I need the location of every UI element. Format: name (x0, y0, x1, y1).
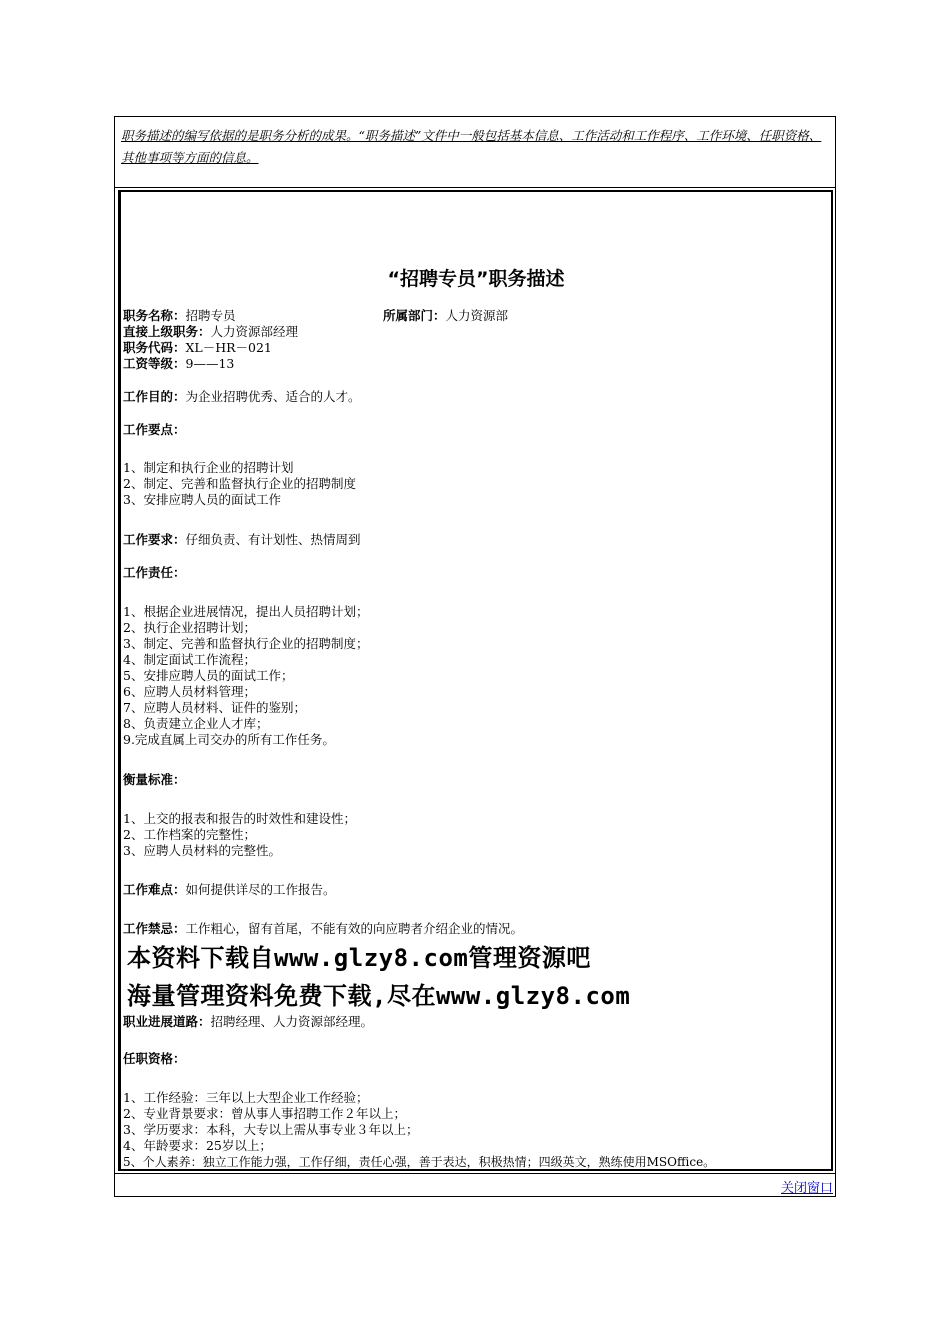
duties-heading: 工作责任： (123, 565, 186, 580)
grade-value: 9——13 (185, 356, 235, 371)
difficulty-line (123, 882, 336, 898)
superior-label: 直接上级职务： (123, 324, 211, 339)
standards-heading: 衡量标准： (123, 772, 186, 787)
list-item: 2、制定、完善和监督执行企业的招聘制度 (123, 476, 356, 491)
career-label: 职业进展道路： (123, 1014, 211, 1029)
list-item: 1、根据企业进展情况，提出人员招聘计划； (123, 604, 369, 619)
requirements-line (123, 532, 361, 548)
document-title: “招聘专员”职务描述 (387, 268, 565, 290)
list-item: 5、安排应聘人员的面试工作； (123, 668, 294, 683)
purpose-value: 为企业招聘优秀、适合的人才。 (185, 389, 361, 404)
difficulty-value: 如何提供详尽的工作报告。 (185, 882, 336, 897)
requirements-label: 工作要求： (123, 532, 186, 547)
requirements-value: 仔细负责、有计划性、热情周到 (185, 532, 361, 547)
code-line (123, 340, 272, 356)
list-item: 4、年龄要求：25岁以上； (123, 1138, 272, 1153)
list-item: 3、学历要求：本科，大专以上需从事专业３年以上； (123, 1122, 419, 1137)
difficulty-label: 工作难点： (123, 882, 186, 897)
watermark-line-2: 海量管理资料免费下载,尽在www.glzy8.com (127, 982, 631, 1010)
list-item: 1、工作经验：三年以上大型企业工作经验； (123, 1090, 369, 1105)
career-value: 招聘经理、人力资源部经理。 (210, 1014, 374, 1029)
list-item: 3、安排应聘人员的面试工作 (123, 492, 281, 507)
job-name-value: 招聘专员 (185, 308, 236, 323)
list-item: 6、应聘人员材料管理； (123, 684, 256, 699)
superior-value: 人力资源部经理 (210, 324, 299, 339)
dept-value: 人力资源部 (445, 308, 509, 323)
grade-label: 工资等级： (123, 356, 186, 371)
list-item: 2、执行企业招聘计划； (123, 620, 256, 635)
list-item: 9.完成直属上司交办的所有工作任务。 (123, 732, 335, 747)
watermark-line-1: 本资料下载自www.glzy8.com管理资源吧 (127, 944, 591, 972)
list-item: 8、负责建立企业人才库； (123, 716, 269, 731)
job-description-panel (118, 190, 833, 1171)
list-item: 3、应聘人员材料的完整性。 (123, 843, 281, 858)
code-value: XL－HR－021 (185, 340, 272, 355)
list-item: 2、专业背景要求：曾从事人事招聘工作２年以上； (123, 1106, 406, 1121)
intro-note: 职务描述的编写依据的是职务分析的成果。“职务描述”文件中一般包括基本信息、工作活动和工作程序、工作环境、任职资格、其他事项等方面的信息。 (115, 117, 835, 188)
taboo-line (123, 921, 523, 937)
taboo-value: 工作粗心，留有首尾，不能有效的向应聘者介绍企业的情况。 (185, 921, 524, 936)
list-item: 4、制定面试工作流程； (123, 652, 256, 667)
close-window-link[interactable]: 关闭窗口 (780, 1181, 833, 1196)
dept-label: 所属部门： (383, 308, 446, 323)
code-label: 职务代码： (123, 340, 186, 355)
job-name-line (123, 308, 236, 324)
purpose-label: 工作目的： (123, 389, 186, 404)
qualifications-heading: 任职资格： (123, 1051, 186, 1066)
taboo-label: 工作禁忌： (123, 921, 186, 936)
document-frame (114, 116, 836, 1197)
list-item: 7、应聘人员材料、证件的鉴别； (123, 700, 306, 715)
list-item: 2、工作档案的完整性； (123, 827, 256, 842)
job-name-label: 职务名称： (123, 308, 186, 323)
purpose-line (123, 389, 361, 405)
dept-line (383, 308, 508, 324)
points-heading: 工作要点： (123, 422, 186, 437)
career-line (123, 1014, 373, 1030)
footer-bar (115, 1173, 835, 1196)
grade-line (123, 356, 234, 372)
superior-line (123, 324, 298, 340)
list-item: 1、制定和执行企业的招聘计划 (123, 460, 294, 475)
list-item: 5、个人素养：独立工作能力强，工作仔细，责任心强，善于表达，积极热情；四级英文，熟练使用MSOffice。 (123, 1155, 716, 1169)
list-item: 3、制定、完善和监督执行企业的招聘制度； (123, 636, 369, 651)
list-item: 1、上交的报表和报告的时效性和建设性； (123, 811, 356, 826)
